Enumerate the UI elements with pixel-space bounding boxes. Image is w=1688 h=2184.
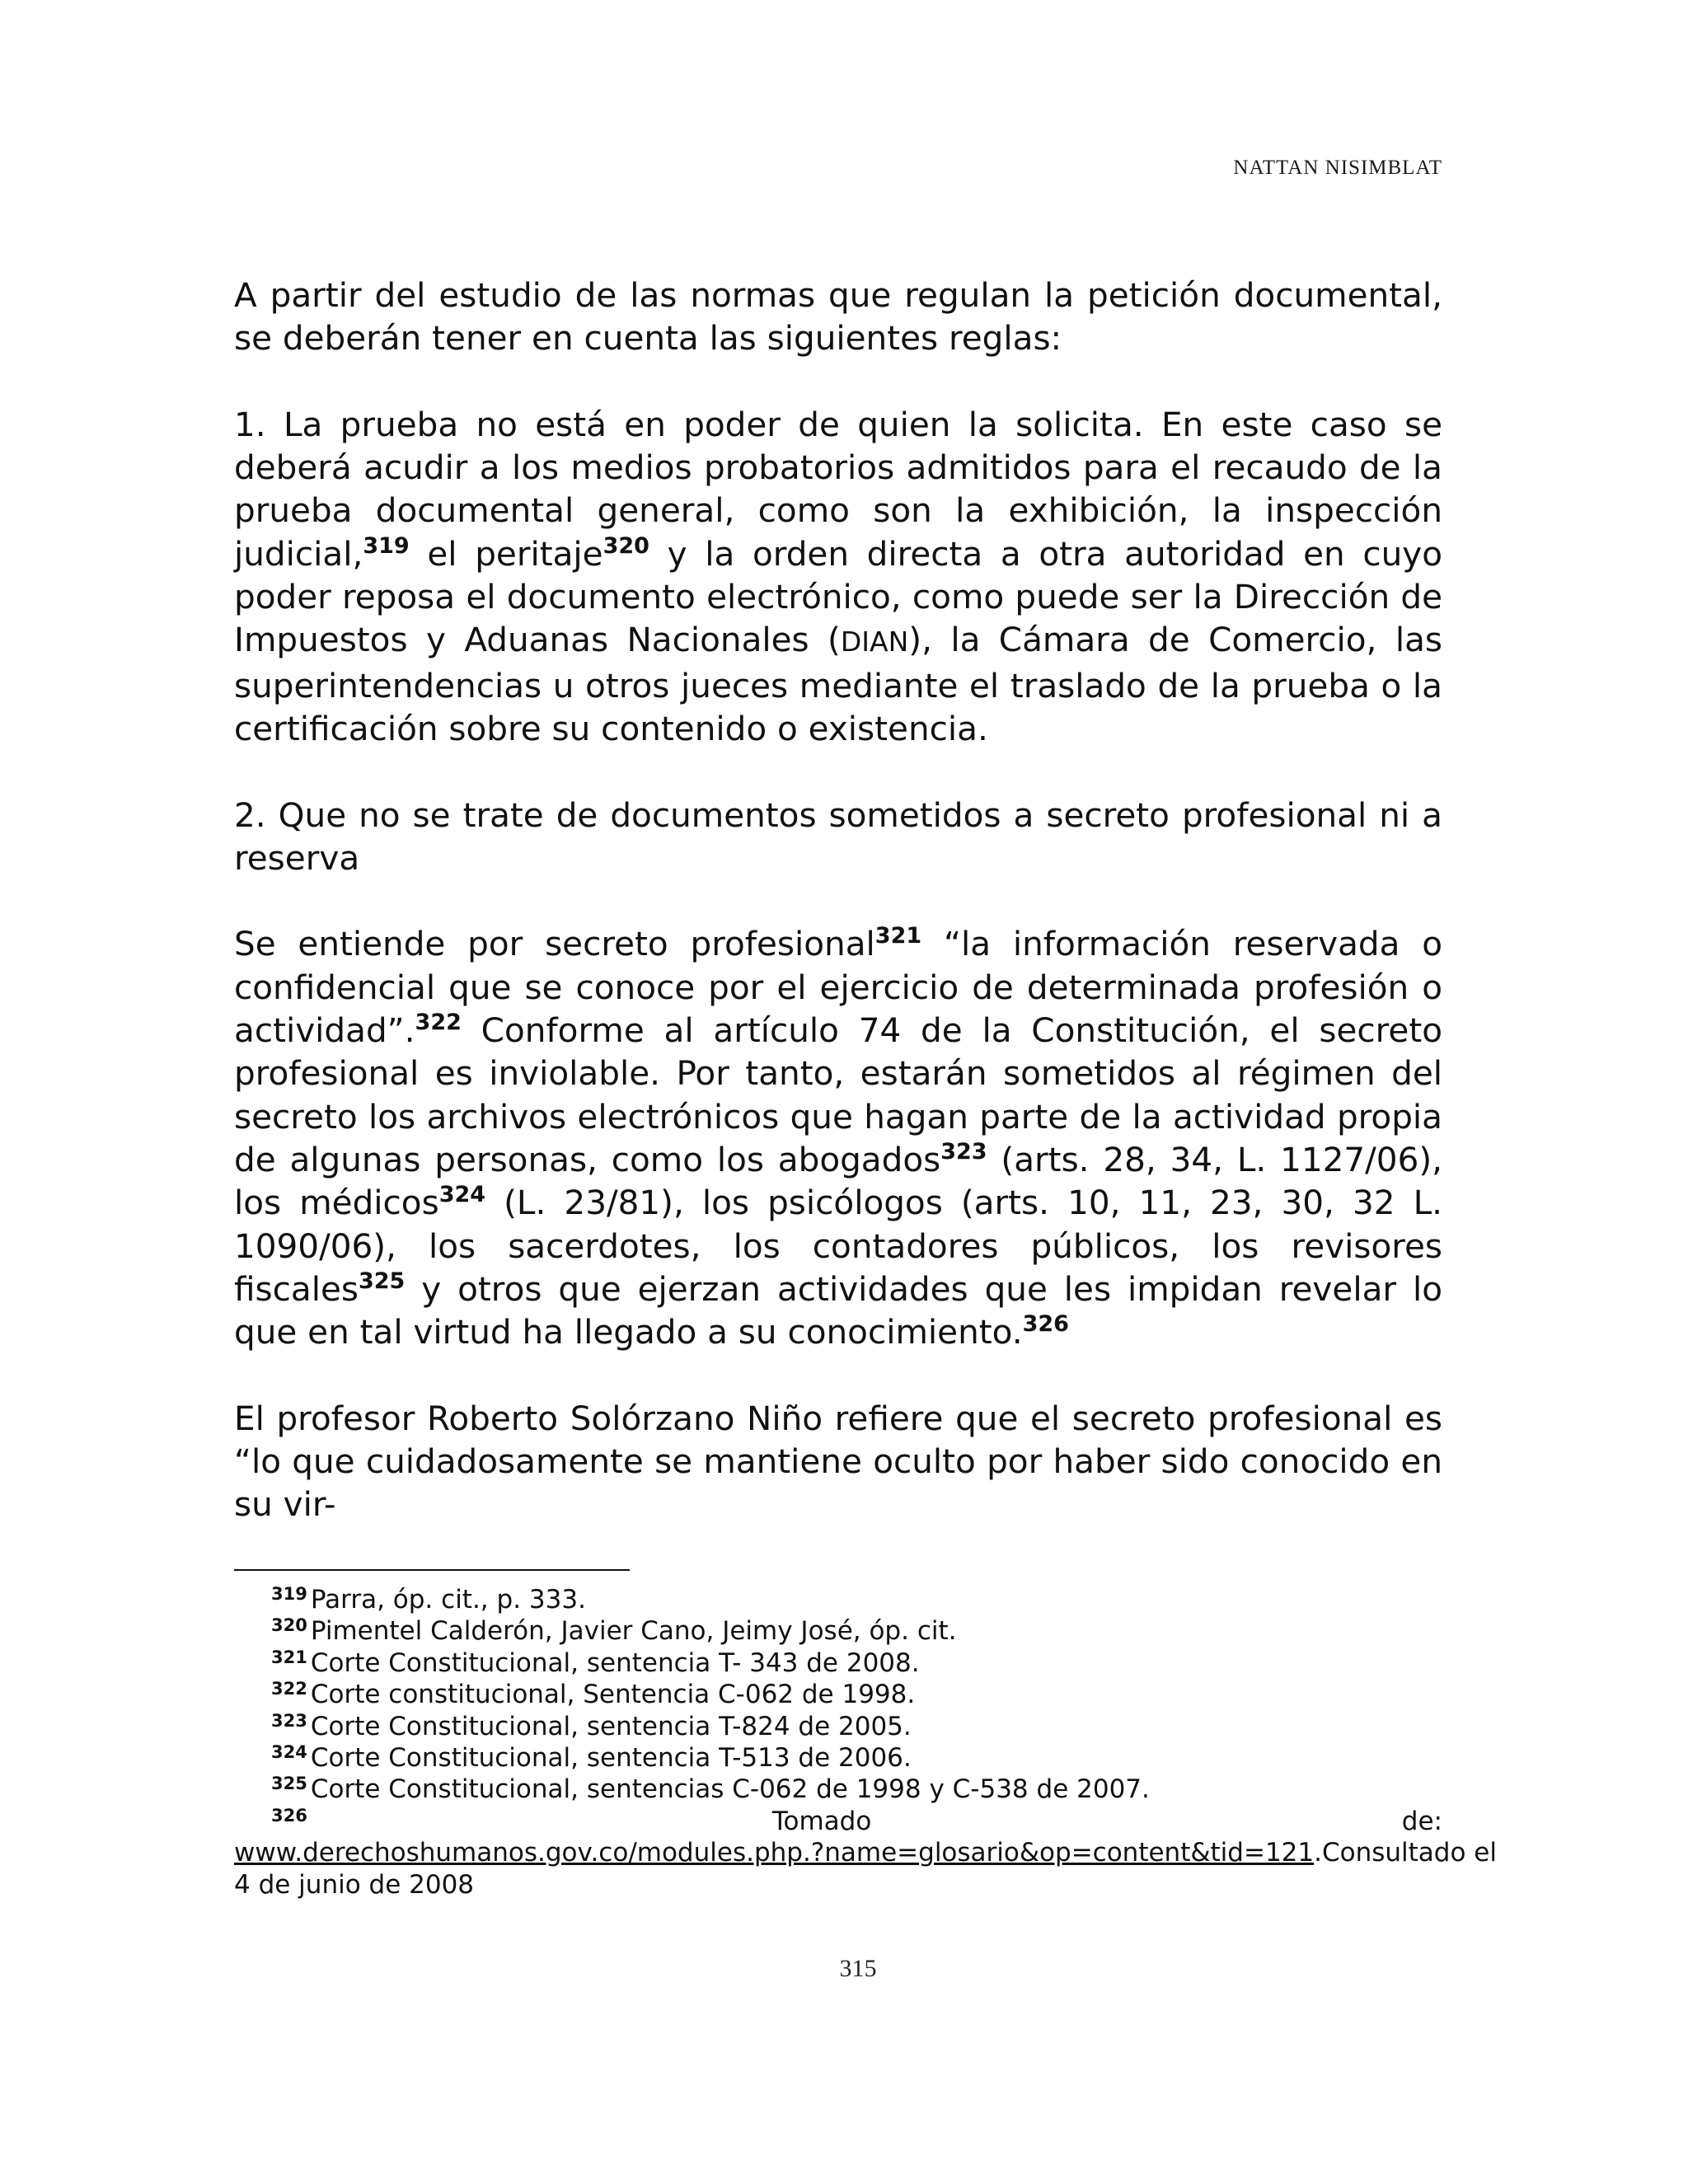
footnote-321 xyxy=(234,1647,1442,1679)
rule-1-text-c: y la orden directa a otra autoridad en cuyo poder reposa el documento electrónico, como puede ser la Dirección de Impuestos y Aduanas Nacionales ( xyxy=(234,533,1443,660)
dian-acronym: DIAN xyxy=(840,626,909,658)
footnote-number: 325 xyxy=(271,1774,307,1794)
footnote-326-line-2 xyxy=(234,1837,1497,1868)
paragraph-rule-2: 2. Que no se trate de documentos sometidos a secreto profesional ni a reserva xyxy=(234,794,1442,878)
footnote-326-line-1 xyxy=(234,1806,1442,1837)
paragraph-intro: A partir del estudio de las normas que regulan la petición documental, se deberán tener en cuenta las siguientes reglas: xyxy=(234,275,1442,359)
footnote-ref-322[interactable]: 322 xyxy=(415,1010,462,1036)
footnote-ref-325[interactable]: 325 xyxy=(358,1268,406,1294)
body-text xyxy=(234,274,1442,1526)
footnote-text: Corte Constitucional, sentencia T-824 de 2005. xyxy=(310,1711,912,1741)
footnote-319 xyxy=(234,1584,1442,1615)
footnote-text: Corte Constitucional, sentencia T-513 de 2006. xyxy=(310,1743,912,1774)
footnotes xyxy=(234,1584,1497,1900)
secreto-text-a: Se entiende por secreto profesional xyxy=(234,924,875,964)
footnote-ref-319[interactable]: 319 xyxy=(363,532,410,559)
footnote-number: 326 xyxy=(271,1805,307,1825)
footnote-text: Pimentel Calderón, Javier Cano, Jeimy José, óp. cit. xyxy=(310,1616,957,1647)
footnote-323 xyxy=(234,1711,1442,1742)
footnote-text: Corte Constitucional, sentencias C-062 de 1998 y C-538 de 2007. xyxy=(310,1774,1150,1805)
footnote-separator xyxy=(234,1569,630,1571)
footnote-number: 321 xyxy=(271,1647,307,1667)
secreto-text-d: (arts. 28, 34, L. 1127/06), los médicos xyxy=(234,1139,1443,1223)
rule-1-text-b: el peritaje xyxy=(409,533,603,574)
footnote-326-consultado: Consultado el xyxy=(1321,1838,1497,1868)
footnote-326-date: 4 de junio de 2008 xyxy=(234,1869,475,1900)
footnote-text: Parra, óp. cit., p. 333. xyxy=(310,1585,586,1615)
paragraph-rule-1 xyxy=(234,403,1442,750)
footnote-326-source xyxy=(234,1837,1322,1868)
footnote-326-url-link[interactable]: www.derechoshumanos.gov.co/modules.php.?name=glosario&op=content&tid=121 xyxy=(234,1838,1315,1868)
paragraph-solorzano: El profesor Roberto Solórzano Niño refiere que el secreto profesional es “lo que cuidadosamente se mantiene oculto por haber sido conocido en su vir- xyxy=(234,1398,1442,1525)
secreto-text-f: y otros que ejerzan actividades que les impidan revelar lo que en tal virtud ha llegado a su conocimiento. xyxy=(234,1268,1442,1352)
secreto-text-e: (L. 23/81), los psicólogos (arts. 10, 11, 23, 30, 32 L. 1090/06), los sacerdotes, los contadores públicos, los revisores fiscales xyxy=(234,1183,1443,1309)
footnote-325 xyxy=(234,1774,1442,1805)
footnote-number: 322 xyxy=(271,1679,307,1699)
footnote-322 xyxy=(234,1679,1442,1710)
footnote-326-tomado: Tomado xyxy=(771,1806,872,1836)
rule-1-text-d: ), la Cámara de Comercio, las superintendencias u otros jueces mediante el traslado de la prueba o la certificación sobre su contenido o existencia. xyxy=(234,620,1442,748)
footnote-text: Corte Constitucional, sentencia T- 343 de 2008. xyxy=(310,1647,920,1678)
footnote-ref-326[interactable]: 326 xyxy=(1022,1311,1069,1338)
running-head: NATTAN NISIMBLAT xyxy=(1233,157,1442,179)
footnote-326-head xyxy=(271,1806,871,1837)
secreto-text-b: “la información reservada o confidencial que se conoce por el ejercicio de determinada profesión o actividad”. xyxy=(234,924,1442,1051)
footnote-320 xyxy=(234,1615,1442,1647)
rule-1-text-a: 1. La prueba no está en poder de quien la solicita. En este caso se deberá acudir a los medios probatorios admitidos para el recaudo de la prueba documental general, como son la exhibición, la inspección judicial, xyxy=(234,404,1442,574)
page-number: 315 xyxy=(839,1955,877,1982)
footnote-number: 319 xyxy=(271,1584,307,1604)
footnote-326-url-period: . xyxy=(1314,1838,1322,1868)
footnote-text: Corte constitucional, Sentencia C-062 de 1998. xyxy=(310,1680,916,1710)
footnote-number: 320 xyxy=(271,1615,307,1636)
footnote-ref-321[interactable]: 321 xyxy=(874,923,922,949)
footnote-ref-324[interactable]: 324 xyxy=(438,1182,486,1208)
footnote-ref-320[interactable]: 320 xyxy=(603,532,649,559)
footnote-number: 324 xyxy=(271,1742,307,1763)
footnote-324 xyxy=(234,1742,1442,1774)
paragraph-secreto-profesional xyxy=(234,922,1442,1353)
secreto-text-c: Conforme al artículo 74 de la Constitución, el secreto profesional es inviolable. Por tanto, estarán sometidos al régimen del secreto los archivos electrónicos que hagan parte de la actividad propia de algunas personas, como los abogados xyxy=(234,1010,1442,1179)
footnote-ref-323[interactable]: 323 xyxy=(940,1138,987,1165)
footnote-number: 323 xyxy=(271,1710,307,1731)
footnote-326-de: de: xyxy=(1401,1806,1442,1836)
